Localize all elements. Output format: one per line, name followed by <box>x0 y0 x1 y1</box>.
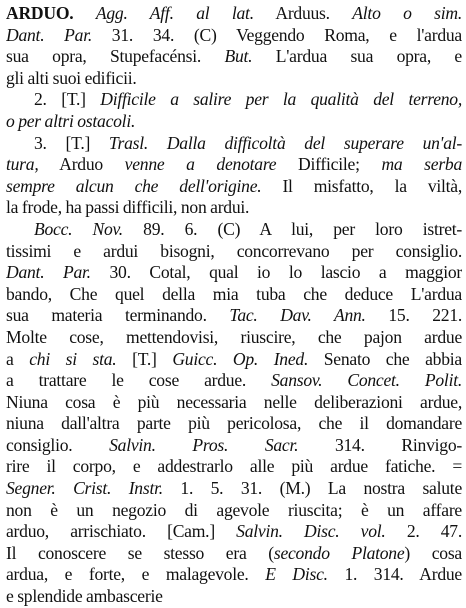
italic-text: sempre alcun che dell'origine. <box>6 175 262 196</box>
entry-text: bando, Che quel della mia tuba che deduce L'ardua <box>6 283 462 304</box>
italic-text: Sansov. Concet. Polit. <box>271 370 462 391</box>
entry-line <box>6 46 462 68</box>
italic-text: ma serba <box>381 154 462 175</box>
entry-text: niuna dall'altra parte più pericolosa, che il domandare <box>6 413 462 434</box>
entry-text: consiglio. <box>6 434 110 455</box>
entry-text: Niuna cosa è più necessaria nelle deliberazioni ardue, <box>6 391 462 412</box>
entry-text: 2. [T.] <box>34 89 101 110</box>
headword: ARDUO. <box>6 3 74 23</box>
entry-line <box>6 111 462 133</box>
entry-line <box>6 478 462 500</box>
entry-line <box>6 500 462 522</box>
entry-line <box>6 349 462 371</box>
italic-text: Dant. Par. <box>6 24 92 45</box>
entry-text: 30. Cotal, qual io lo lascio a maggior <box>90 262 462 283</box>
italic-text: Tac. Dav. Ann. <box>229 305 366 326</box>
entry-line <box>6 284 462 306</box>
italic-text: secondo Platone <box>273 542 405 563</box>
entry-text: ardua, e forte, e malagevole. <box>6 564 266 585</box>
italic-text: o per altri ostacoli. <box>6 110 136 131</box>
entry-text: 1. 314. Ardue <box>327 564 462 585</box>
entry-line <box>6 3 462 25</box>
entry-text: Arduus. <box>253 3 353 23</box>
entry-text: 31. 34. (C) Veggendo Roma, e l'ardua <box>91 24 462 45</box>
entry-text: 314. Rinvigo- <box>298 434 462 455</box>
entry-text: Senato che abbia <box>308 348 462 369</box>
entry-text: ) cosa <box>404 542 462 563</box>
italic-text: Salvin. Disc. vol. <box>236 521 386 542</box>
entry-line <box>6 435 462 457</box>
entry-line <box>6 586 462 608</box>
entry-text: tissimi e ardui bisogni, concorrevano per consiglio. <box>6 240 462 261</box>
entry-line <box>6 241 462 263</box>
entry-text: L'ardua sua opra, e <box>252 46 462 67</box>
entry-text: Difficile; <box>276 154 382 175</box>
entry-text: gli alti suoi edificii. <box>6 67 137 88</box>
entry-text: non è un negozio di agevole riuscita; è un affare <box>6 499 462 520</box>
entry-line <box>6 327 462 349</box>
entry-text: arduo, arrischiato. [Cam.] <box>6 521 237 542</box>
entry-text: a <box>6 348 30 369</box>
entry-text: 1. 5. 31. (M.) La nostra salute <box>162 478 462 499</box>
italic-text: venne a denotare <box>124 154 277 175</box>
italic-text: But. <box>224 46 253 67</box>
entry-line <box>6 305 462 327</box>
entry-text: rire il corpo, e addestrarlo alle più ardue fatiche. = <box>6 456 462 477</box>
entry-line <box>6 543 462 565</box>
entry-text: [T.] <box>116 348 173 369</box>
entry-line <box>6 262 462 284</box>
entry-text <box>73 3 95 23</box>
italic-text: Alto o sim. <box>352 3 462 23</box>
entry-text: la frode, ha passi difficili, non ardui. <box>6 197 250 218</box>
entry-text: Molte cose, mettendovisi, riuscire, che pajon ardue <box>6 326 462 347</box>
entry-line <box>6 25 462 47</box>
entry-text: 89. 6. (C) A lui, per loro istret- <box>122 218 462 239</box>
entry-line <box>6 197 462 219</box>
entry-line <box>6 68 462 90</box>
italic-text: tura, <box>6 154 39 175</box>
italic-text: Segner. Crist. Instr. <box>6 478 163 499</box>
italic-text: E Disc. <box>265 564 328 585</box>
entry-line <box>6 413 462 435</box>
entry-text: Il conoscere se stesso era ( <box>6 542 274 563</box>
entry-text: 2. 47. <box>385 521 462 542</box>
entry-line <box>6 176 462 198</box>
entry-text: e splendide ambascerie <box>6 586 163 607</box>
italic-text: Difficile a salire per la qualità del terreno, <box>100 89 462 110</box>
entry-line <box>6 219 462 241</box>
italic-text: chi si sta. <box>29 348 117 369</box>
entry-text: Arduo <box>38 154 125 175</box>
entry-line <box>6 89 462 111</box>
italic-text: Dant. Par. <box>6 262 91 283</box>
entry-line <box>6 392 462 414</box>
entry-text: a trattare le cose ardue. <box>6 370 272 391</box>
entry-line <box>6 456 462 478</box>
entry-line <box>6 154 462 176</box>
italic-text: Bocc. Nov. <box>34 218 123 239</box>
entry-line <box>6 564 462 586</box>
entry-text: Il misfatto, la viltà, <box>261 175 462 196</box>
italic-text: Guicc. Op. Ined. <box>172 348 309 369</box>
entry-text: 15. 221. <box>365 305 462 326</box>
entry-text: sua opra, Stupefacénsi. <box>6 46 225 67</box>
italic-text: Agg. Aff. al lat. <box>95 3 254 23</box>
entry-line <box>6 133 462 155</box>
italic-text: Salvin. Pros. Sacr. <box>109 434 299 455</box>
italic-text: Trasl. Dalla difficoltà del superare un'al- <box>108 132 462 153</box>
entry-line <box>6 521 462 543</box>
entry-text: 3. [T.] <box>34 132 109 153</box>
entry-text: sua materia terminando. <box>6 305 230 326</box>
entry-line <box>6 370 462 392</box>
